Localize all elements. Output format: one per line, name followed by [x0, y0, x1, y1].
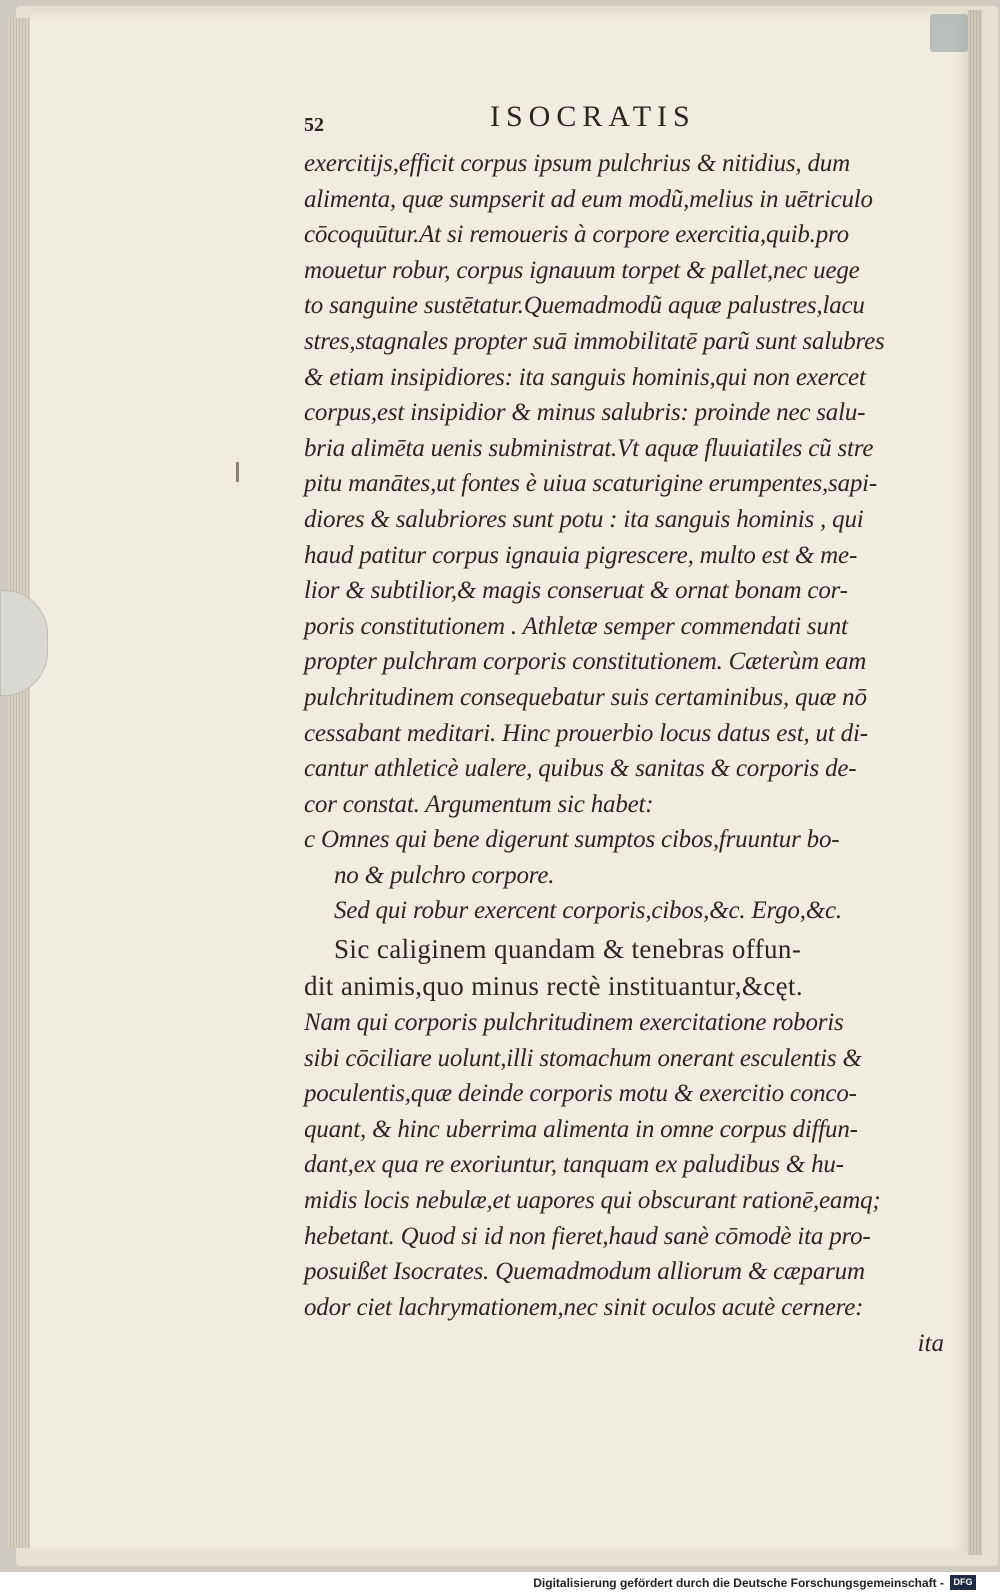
right-page-edges [968, 10, 982, 1555]
text-line: odor ciet lachrymationem,nec sinit oculos acutè cernere: [304, 1293, 864, 1321]
text-line: diores & salubriores sunt potu : ita sanguis hominis , qui [304, 505, 864, 533]
text-line: cessabant meditari. Hinc prouerbio locus datus est, ut di- [304, 719, 868, 747]
text-line: bria alimēta uenis subministrat.Vt aquæ fluuiatiles cũ stre [304, 434, 874, 462]
folio-number: 52 [304, 114, 324, 136]
lemma-line: Sic caliginem quandam & tenebras offun- [334, 934, 802, 965]
margin-mark [236, 462, 239, 482]
corner-stain [930, 14, 968, 52]
text-line: corpus,est insipidior & minus salubris: proinde nec salu- [304, 399, 866, 427]
text-line: posuißet Isocrates. Quemadmodum alliorum & cæparum [304, 1258, 865, 1286]
running-head: ISOCRATIS [490, 100, 696, 133]
text-line: hebetant. Quod si id non fieret,haud sanè cōmodè ita pro- [304, 1222, 871, 1250]
text-line: stres,stagnales propter suā immobilitatē parũ sunt salubres [304, 327, 885, 355]
text-line: alimenta, quæ sumpserit ad eum modũ,melius in uētriculo [304, 185, 873, 213]
lemma-line: dit animis,quo minus rectè instituantur,&cęt. [304, 971, 804, 1002]
text-line: quant, & hinc uberrima alimenta in omne corpus diffun- [304, 1115, 858, 1143]
text-line: lior & subtilior,& magis conseruat & ornat bonam cor- [304, 577, 848, 605]
text-line: poculentis,quæ deinde corporis motu & exercitio conco- [304, 1080, 857, 1108]
text-line: haud patitur corpus ignauia pigrescere, multo est & me- [304, 541, 858, 569]
funding-credit: Digitalisierung gefördert durch die Deutsche Forschungsgemeinschaft - [533, 1576, 944, 1590]
page-header [304, 98, 944, 146]
syllogism-line: Sed qui robur exercent corporis,cibos,&c. Ergo,&c. [334, 897, 842, 925]
footer-bar [0, 1572, 1000, 1595]
text-line: propter pulchram corporis constitutionem. Cæterùm eam [304, 648, 867, 676]
dfg-logo: DFG [950, 1575, 976, 1590]
text-line: cor constat. Argumentum sic habet: [304, 790, 654, 818]
text-line: sibi cōciliare uolunt,illi stomachum onerant esculentis & [304, 1044, 862, 1072]
text-line: cōcoquūtur.At si remoueris à corpore exercitia,quib.pro [304, 221, 849, 249]
syllogism-line: c Omnes qui bene digerunt sumptos cibos,fruuntur bo- [304, 826, 840, 854]
text-line: mouetur robur, corpus ignauum torpet & pallet,nec uege [304, 256, 860, 284]
catchword: ita [917, 1330, 944, 1358]
left-page-edges [8, 18, 30, 1548]
text-line: Nam qui corporis pulchritudinem exercitatione roboris [304, 1009, 844, 1037]
text-line: dant,ex qua re exoriuntur, tanquam ex paludibus & hu- [304, 1151, 844, 1179]
text-block [304, 98, 944, 1361]
text-line: to sanguine sustētatur.Quemadmodũ aquæ palustres,lacu [304, 292, 865, 320]
text-line: poris constitutionem . Athletæ semper commendati sunt [304, 612, 848, 640]
text-line: exercitijs,efficit corpus ipsum pulchrius & nitidius, dum [304, 150, 850, 177]
text-line: & etiam insipidiores: ita sanguis hominis,qui non exercet [304, 363, 866, 391]
text-line: pulchritudinem consequebatur suis certaminibus, quæ nō [304, 683, 867, 711]
text-line: midis locis nebulæ,et uapores qui obscurant rationē,eamq; [304, 1187, 881, 1215]
text-line: cantur athleticè ualere, quibus & sanitas & corporis de- [304, 755, 857, 783]
text-line: pitu manātes,ut fontes è uiua scaturigine erumpentes,sapi- [304, 470, 878, 498]
syllogism-line: no & pulchro corpore. [334, 861, 555, 889]
